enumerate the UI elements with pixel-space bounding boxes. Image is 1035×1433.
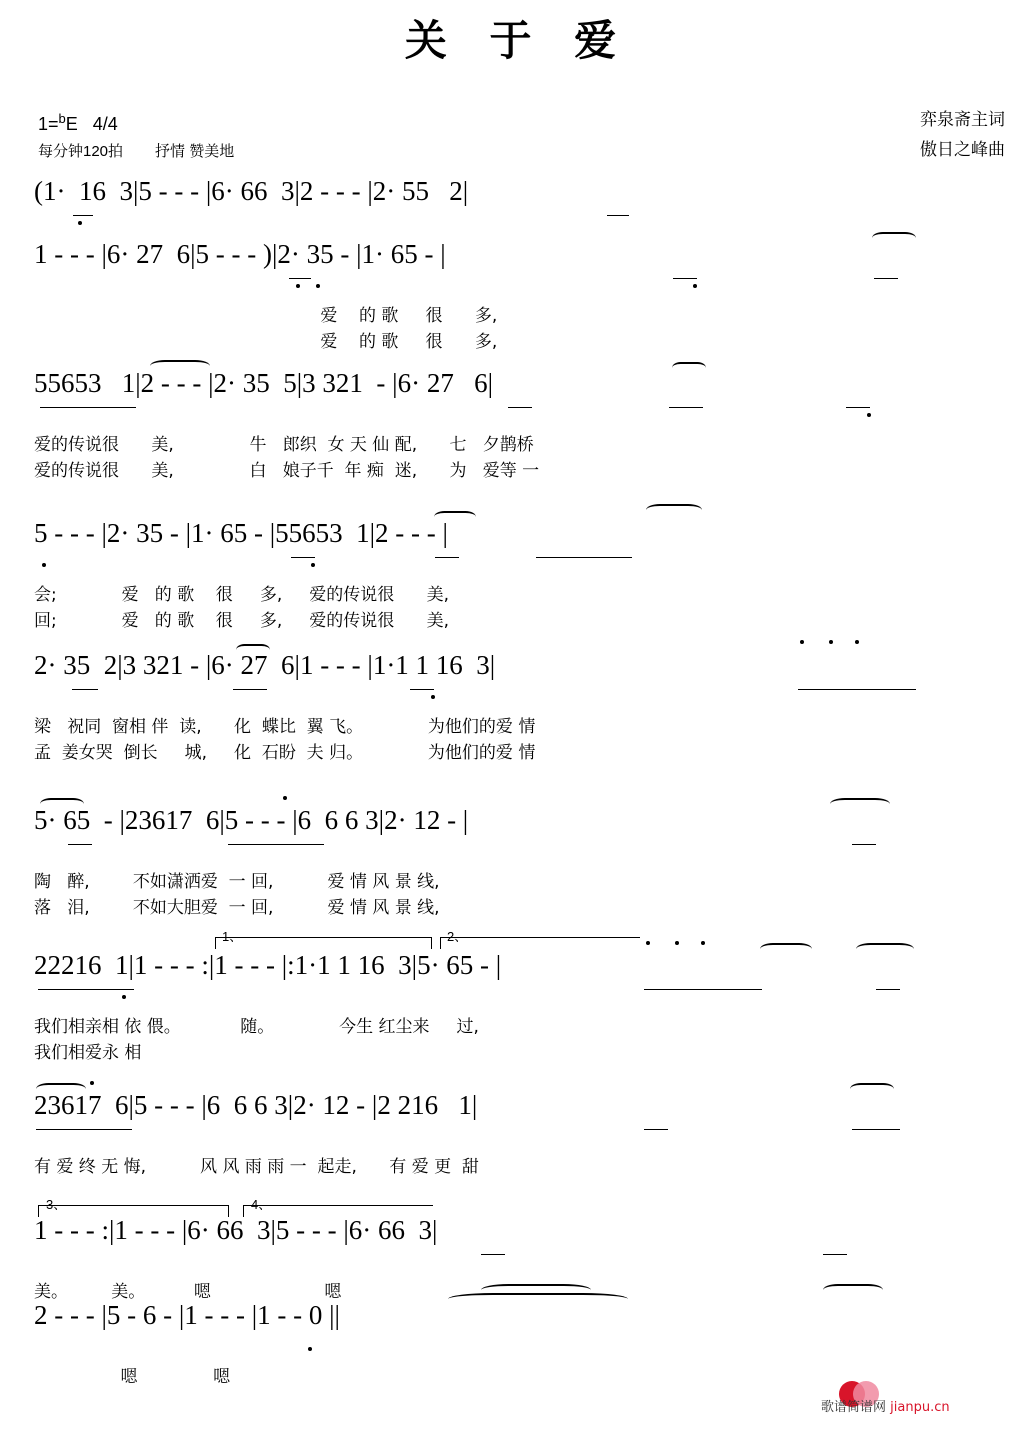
stave-lyric-verse2: 孟 姜女哭 倒长 城, 化 石盼 夫 归。 为他们的爱 情 bbox=[34, 743, 536, 763]
key-note: E bbox=[65, 114, 78, 134]
octave-dot bbox=[308, 1347, 312, 1351]
beam-mark bbox=[72, 689, 98, 690]
stave-lyric-verse1: 嗯 嗯 bbox=[34, 1367, 231, 1387]
beam-mark bbox=[508, 407, 532, 408]
beam-mark bbox=[40, 407, 136, 408]
tie-mark bbox=[646, 504, 702, 516]
composer: 傲日之峰曲 bbox=[920, 140, 1005, 160]
beam-mark bbox=[233, 689, 267, 690]
tie-mark bbox=[872, 232, 916, 244]
stave-notes: 2 - - - |5 - 6 - |1 - - - |1 - - 0 || bbox=[34, 1300, 340, 1330]
tie-mark bbox=[850, 1083, 894, 1095]
stave-notes: 1 - - - :|1 - - - |6· 66 3|5 - - - |6· 66 3| bbox=[34, 1215, 438, 1245]
beam-mark bbox=[644, 1129, 668, 1130]
stave-8 bbox=[34, 1090, 1006, 1178]
stave-2 bbox=[34, 239, 1006, 353]
beam-mark bbox=[852, 1129, 900, 1130]
beam-mark bbox=[669, 407, 703, 408]
octave-dot bbox=[78, 221, 82, 225]
watermark-logo bbox=[821, 1381, 1011, 1415]
key-and-time bbox=[38, 105, 234, 138]
stave-notes: (1· 16 3|5 - - - |6· 66 3|2 - - - |2· 55 2| bbox=[34, 176, 469, 206]
octave-dot bbox=[311, 563, 315, 567]
beam-mark bbox=[36, 1129, 132, 1130]
stave-notes: 5· 65 - |23617 6|5 - - - |6 6 6 3|2· 12 - | bbox=[34, 805, 469, 835]
octave-dot bbox=[867, 413, 871, 417]
volta-4-label: 4、 bbox=[251, 1197, 272, 1212]
beam-mark bbox=[876, 989, 900, 990]
stave-lyric-verse1: 爱 的 歌 很 多, bbox=[34, 306, 498, 326]
volta-4-line bbox=[243, 1205, 433, 1206]
stave-lyric-verse1: 我们相亲相 依 偎。 随。 今生 红尘来 过, bbox=[34, 1017, 479, 1037]
stave-lyric-verse1: 梁 祝同 窗相 伴 读, 化 蝶比 翼 飞。 为他们的爱 情 bbox=[34, 717, 536, 737]
stave-lyric-verse2: 爱的传说很 美, 白 娘子千 年 痴 迷, 为 爱等 一 bbox=[34, 461, 540, 481]
stave-lyric-verse2: 爱 的 歌 很 多, bbox=[34, 332, 498, 352]
tie-mark bbox=[236, 644, 270, 656]
octave-dot-high bbox=[90, 1081, 94, 1085]
beam-mark bbox=[435, 557, 459, 558]
stave-lyric-verse1: 美。 美。 嗯 嗯 bbox=[34, 1282, 342, 1302]
octave-dot-high bbox=[701, 941, 705, 945]
stave-3 bbox=[34, 368, 1006, 482]
stave-1 bbox=[34, 176, 1006, 216]
octave-dot bbox=[693, 284, 697, 288]
beam-mark bbox=[410, 689, 434, 690]
volta-1-line bbox=[215, 937, 431, 938]
stave-lyric-verse2: 回; 爱 的 歌 很 多, 爱的传说很 美, bbox=[34, 611, 450, 631]
beam-mark bbox=[291, 557, 315, 558]
stave-notes: 55653 1|2 - - - |2· 35 5|3 321 - |6· 27 6| bbox=[34, 368, 493, 398]
stave-lyric-verse1: 会; 爱 的 歌 很 多, 爱的传说很 美, bbox=[34, 585, 450, 605]
beam-mark bbox=[607, 215, 629, 216]
stave-lyric-verse1: 有 爱 终 无 悔, 风 风 雨 雨 一 起走, 有 爱 更 甜 bbox=[34, 1157, 479, 1177]
stave-10 bbox=[34, 1300, 1006, 1388]
lyricist: 弈泉斋主词 bbox=[920, 110, 1005, 130]
volta-1-label: 1、 bbox=[222, 929, 243, 944]
beam-mark bbox=[228, 844, 324, 845]
music-meta-left bbox=[38, 105, 234, 166]
stave-4 bbox=[34, 518, 1006, 632]
beam-mark bbox=[481, 1254, 505, 1255]
beam-mark bbox=[673, 278, 697, 279]
music-meta-right bbox=[920, 105, 1005, 165]
octave-dot bbox=[42, 563, 46, 567]
tempo-and-expression bbox=[38, 138, 234, 166]
stave-lyric-verse1: 陶 醉, 不如潇洒爱 一 回, 爱 情 风 景 线, bbox=[34, 872, 440, 892]
beam-mark bbox=[536, 557, 632, 558]
stave-notes: 5 - - - |2· 35 - |1· 65 - |55653 1|2 - - - | bbox=[34, 518, 448, 548]
beam-mark bbox=[852, 844, 876, 845]
tie-mark bbox=[830, 798, 890, 810]
stave-lyric-verse2: 落 泪, 不如大胆爱 一 回, 爱 情 风 景 线, bbox=[34, 898, 440, 918]
tie-mark bbox=[760, 943, 812, 955]
volta-2-line bbox=[440, 937, 640, 938]
beam-mark bbox=[289, 278, 311, 279]
page-title: 关 于 爱 bbox=[404, 16, 631, 65]
stave-notes: 1 - - - |6· 27 6|5 - - - )|2· 35 - |1· 65 - | bbox=[34, 239, 446, 269]
stave-notes: 22216 1|1 - - - :|1 - - - |:1·1 1 16 3|5· 65 - | bbox=[34, 950, 502, 980]
volta-1-hook-end bbox=[431, 937, 432, 949]
watermark-text bbox=[821, 1396, 950, 1415]
stave-notes: 23617 6|5 - - - |6 6 6 3|2· 12 - |2 216 1| bbox=[34, 1090, 478, 1120]
key-flat: b bbox=[58, 111, 66, 126]
octave-dot-high bbox=[283, 796, 287, 800]
octave-dot bbox=[431, 695, 435, 699]
beam-mark bbox=[798, 689, 916, 690]
key-label: 1= bbox=[38, 114, 59, 134]
tie-mark bbox=[856, 943, 914, 955]
stave-lyric-verse1: 爱的传说很 美, 牛 郎织 女 天 仙 配, 七 夕鹊桥 bbox=[34, 435, 534, 455]
watermark-site-url: jianpu.cn bbox=[890, 1400, 950, 1415]
stave-6 bbox=[34, 805, 1006, 919]
octave-dot-high bbox=[646, 941, 650, 945]
tie-mark bbox=[150, 360, 210, 372]
beam-mark bbox=[644, 989, 762, 990]
tie-mark bbox=[36, 1083, 86, 1095]
volta-3-label: 3、 bbox=[46, 1197, 67, 1212]
volta-3-line bbox=[38, 1205, 228, 1206]
volta-1-hook bbox=[215, 937, 216, 949]
time-signature: 4/4 bbox=[92, 114, 118, 134]
octave-dot bbox=[316, 284, 320, 288]
octave-dot bbox=[122, 995, 126, 999]
beam-mark bbox=[68, 844, 92, 845]
tie-mark bbox=[672, 362, 706, 374]
tie-mark bbox=[40, 798, 84, 810]
beam-mark bbox=[823, 1254, 847, 1255]
lyric-extender bbox=[823, 1284, 883, 1296]
stave-7 bbox=[34, 950, 1006, 1064]
octave-dot-high bbox=[855, 640, 859, 644]
beam-mark bbox=[38, 989, 134, 990]
tie-mark bbox=[434, 511, 476, 523]
stave-5 bbox=[34, 650, 1006, 764]
octave-dot-high bbox=[800, 640, 804, 644]
stave-lyric-verse2: 我们相爱永 相 bbox=[34, 1043, 142, 1063]
octave-dot-high bbox=[675, 941, 679, 945]
watermark-site-cn: 歌谱简谱网 bbox=[821, 1400, 887, 1415]
tie-mark bbox=[448, 1293, 628, 1305]
tempo-marking: 每分钟120拍 bbox=[38, 143, 124, 160]
octave-dot bbox=[296, 284, 300, 288]
beam-mark bbox=[73, 215, 93, 216]
stave-notes: 2· 35 2|3 321 - |6· 27 6|1 - - - |1·1 1 16 3| bbox=[34, 650, 496, 680]
beam-mark bbox=[874, 278, 898, 279]
octave-dot-high bbox=[829, 640, 833, 644]
volta-2-hook bbox=[440, 937, 441, 949]
expression-marking: 抒情 赞美地 bbox=[155, 143, 235, 160]
beam-mark bbox=[846, 407, 870, 408]
volta-2-label: 2、 bbox=[447, 929, 468, 944]
